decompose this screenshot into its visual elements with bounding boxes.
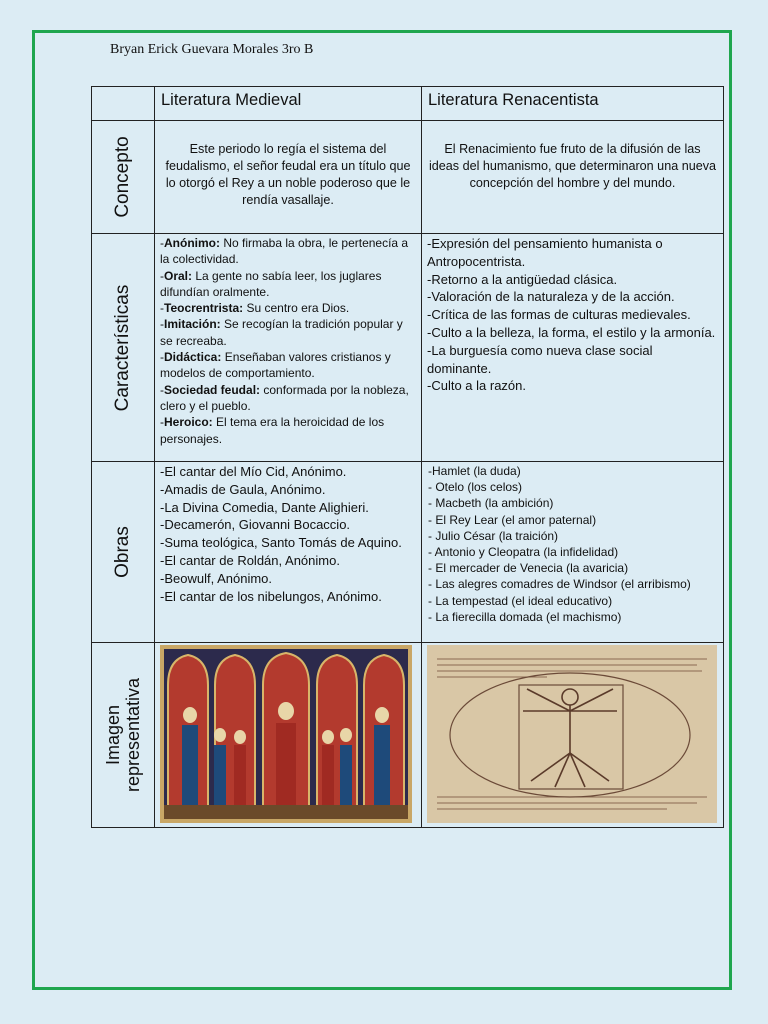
caracteristica-renacentista-item: -Culto a la razón. [427,378,526,394]
concepto-renacentista: El Renacimiento fue fruto de la difusión de las ideas del humanismo, que determinaron una nueva concepción del hombre y del mundo. [422,121,724,234]
caracteristica-term: Imitación: [164,317,221,332]
caracteristica-medieval-item: -Teocrentrista: Su centro era Dios. [160,301,350,316]
obra-renacentista-item: - La fierecilla domada (el machismo) [428,609,622,624]
caracteristica-medieval-item: -Anónimo: No firmaba la obra, le pertenecía a la colectividad. [160,236,409,267]
obra-medieval-item: -Beowulf, Anónimo. [160,570,273,586]
header-row [92,87,724,121]
caracteristica-medieval-item: -Oral: La gente no sabía leer, los juglares difundían oralmente. [160,268,382,299]
caracteristica-desc: conformada por la nobleza, clero y el pueblo. [160,382,409,413]
caracteristica-renacentista-item: -La burguesía como nueva clase social dominante. [427,342,653,376]
obra-renacentista-item: -Hamlet (la duda) [428,464,521,478]
row-caracteristicas [92,234,724,462]
label-concepto: Concepto [92,121,155,234]
caracteristica-term: Heroico: [164,415,213,430]
label-obras: Obras [92,462,155,643]
caracteristica-medieval-item: -Sociedad feudal: conformada por la nobleza, clero y el pueblo. [160,382,409,413]
obra-renacentista-item: - El mercader de Venecia (la avaricia) [428,561,629,576]
obra-medieval-item: -La Divina Comedia, Dante Alighieri. [160,499,369,515]
row-imagen [92,643,724,828]
caracteristica-desc: Se recogían la tradición popular y se recreaba. [160,317,403,348]
comparison-table [91,86,724,828]
header-medieval: Literatura Medieval [155,87,422,121]
caracteristica-renacentista-item: -Crítica de las formas de culturas medievales. [427,307,691,323]
obra-renacentista-item: - Macbeth (la ambición) [428,496,554,511]
caracteristica-renacentista-item: -Valoración de la naturaleza y de la acción. [427,289,675,305]
caracteristica-renacentista-item: -Culto a la belleza, la forma, el estilo y la armonía. [427,324,716,340]
caracteristica-desc: Enseñaban valores cristianos y modelos de comportamiento. [160,350,391,381]
caracteristica-renacentista-item: -Retorno a la antigüedad clásica. [427,271,618,287]
caracteristica-term: Anónimo: [164,236,220,250]
obra-medieval-item: -El cantar de los nibelungos, Anónimo. [160,588,382,604]
caracteristica-desc: Su centro era Dios. [243,301,350,316]
vitruvian-man-image [427,645,717,823]
caracteristica-medieval-item: -Imitación: Se recogían la tradición popular y se recreaba. [160,317,403,348]
obras-renacentista [422,462,724,643]
caracteristicas-renacentista [422,234,724,462]
obra-renacentista-item: - Antonio y Cleopatra (la infidelidad) [428,545,619,560]
obra-medieval-item: -El cantar del Mío Cid, Anónimo. [160,464,347,479]
obra-medieval-item: -Suma teológica, Santo Tomás de Aquino. [160,535,402,551]
obra-renacentista-item: - Julio César (la traición) [428,528,559,543]
imagen-medieval-cell [155,643,422,828]
caracteristica-term: Sociedad feudal: [164,382,261,397]
caracteristica-renacentista-item: -Expresión del pensamiento humanista o Antropocentrista. [427,236,663,269]
caracteristicas-medieval [155,234,422,462]
caracteristica-medieval-item: -Heroico: El tema era la heroicidad de los personajes. [160,415,385,446]
caracteristica-term: Oral: [164,268,193,283]
caracteristica-medieval-item: -Didáctica: Enseñaban valores cristianos y modelos de comportamiento. [160,350,391,381]
obra-medieval-item: -Decamerón, Giovanni Bocaccio. [160,517,351,533]
obra-medieval-item: -Amadis de Gaula, Anónimo. [160,481,326,497]
row-obras [92,462,724,643]
medieval-illumination-image [160,645,412,823]
header-renacentista: Literatura Renacentista [422,87,724,121]
obras-medieval [155,462,422,643]
caracteristica-desc: No firmaba la obra, le pertenecía a la colectividad. [160,236,409,267]
obra-medieval-item: -El cantar de Roldán, Anónimo. [160,552,340,568]
row-concepto [92,121,724,234]
label-imagen: Imagen representativa [92,643,155,828]
obra-renacentista-item: - La tempestad (el ideal educativo) [428,593,613,608]
caracteristica-term: Teocrentrista: [164,301,244,316]
label-caracteristicas: Características [92,234,155,462]
obra-renacentista-item: - Las alegres comadres de Windsor (el arribismo) [428,577,691,592]
caracteristica-term: Didáctica: [164,350,222,365]
corner-cell [92,87,155,121]
obra-renacentista-item: - Otelo (los celos) [428,480,523,495]
obra-renacentista-item: - El Rey Lear (el amor paternal) [428,512,597,527]
imagen-renacentista-cell [422,643,724,828]
caracteristica-desc: La gente no sabía leer, los juglares difundían oralmente. [160,268,382,299]
author-name: Bryan Erick Guevara Morales 3ro B [110,42,314,57]
caracteristica-desc: El tema era la heroicidad de los personajes. [160,415,385,446]
concepto-medieval: Este periodo lo regía el sistema del feudalismo, el señor feudal era un título que lo otorgó el Rey a un noble poderoso que le rendía vasallaje. [155,121,422,234]
